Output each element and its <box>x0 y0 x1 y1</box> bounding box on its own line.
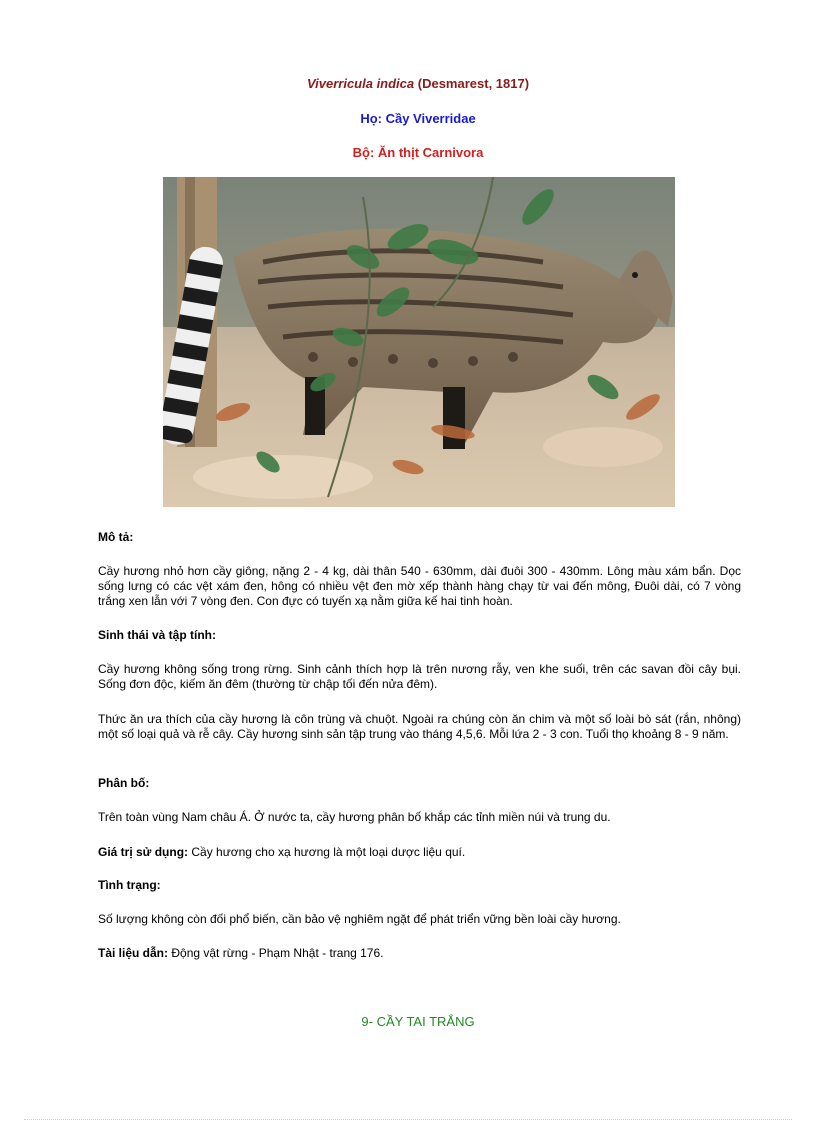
civet-photo <box>163 177 675 507</box>
ecology-paragraph-2: Thức ăn ưa thích của cầy hương là côn trùng và chuột. Ngoài ra chúng còn ăn chim và một số loài bò sát (rắn, nhông) một số loại quả và rễ cây. Cầy hương sinh sản tập trung vào tháng 4,5,6. Mỗi lứa 2 - 3 con. Tuổi thọ khoảng 8 - 9 năm. <box>98 712 741 741</box>
status-paragraph: Số lượng không còn đối phổ biến, cần bảo vệ nghiêm ngặt để phát triển vững bền loài cầy hương. <box>98 912 621 926</box>
species-name: Viverricula indica <box>306 76 415 91</box>
description-paragraph: Cầy hương nhỏ hơn cầy giông, nặng 2 - 4 kg, dài thân 540 - 630mm, dài đuôi 300 - 430mm. Lông màu xám bẩn. Dọc sống lưng có các vệt xám đen, hông có nhiều vệt đen mờ xếp thành hàng chạy từ vai đến mông, Đuôi dài, có 7 vòng trắng xen lẫn với 7 vòng đen. Con đực có tuyến xạ nằm giữa kế hai tinh hoàn. <box>98 564 741 608</box>
next-section-title: 9- CẦY TAI TRẮNG <box>361 1014 475 1029</box>
status-heading: Tình trạng: <box>98 878 161 892</box>
page-bottom-rule <box>24 1119 792 1120</box>
species-author: (Desmarest, 1817) <box>414 76 530 91</box>
usage-label: Giá trị sử dụng: <box>98 845 189 859</box>
reference-text: Động vật rừng - Phạm Nhật - trang 176. <box>168 946 384 960</box>
ecology-paragraph-1: Cầy hương không sống trong rừng. Sinh cảnh thích hợp là trên nương rẫy, ven khe suối, trên các savan đồi cây bụi. Sống đơn độc, kiếm ăn đêm (thường từ chập tối đến nửa đêm). <box>98 662 741 691</box>
reference-line <box>98 946 741 961</box>
reference-label: Tài liệu dẫn: <box>98 946 169 960</box>
distribution-heading: Phân bố: <box>98 776 150 790</box>
description-heading: Mô tả: <box>98 530 134 544</box>
species-title <box>0 76 816 91</box>
usage-text: Cầy hương cho xạ hương là một loại dược liệu quí. <box>188 845 466 859</box>
usage-line <box>98 845 741 860</box>
order-line: Bộ: Ăn thịt Carnivora <box>352 145 484 160</box>
ecology-heading: Sinh thái và tập tính: <box>98 628 217 642</box>
family-line: Họ: Cầy Viverridae <box>360 111 476 126</box>
distribution-paragraph: Trên toàn vùng Nam châu Á. Ở nước ta, cầy hương phân bố khắp các tỉnh miền núi và trung du. <box>98 810 611 824</box>
